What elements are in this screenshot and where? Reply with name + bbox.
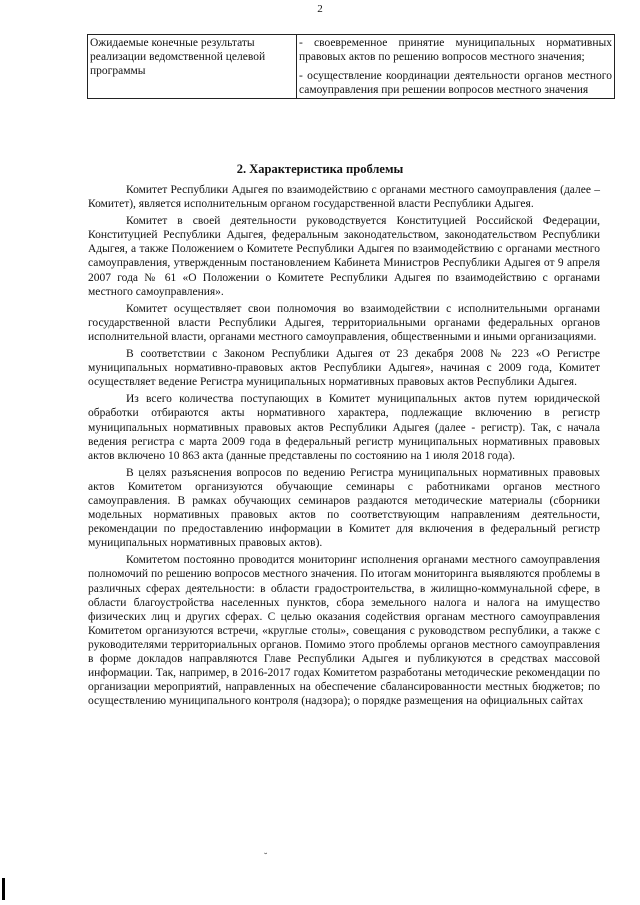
section-heading: 2. Характеристика проблемы bbox=[236, 162, 404, 176]
paragraph: В соответствии с Законом Республики Адыгея от 23 декабря 2008 № 223 «О Регистре муниципальных нормативно-правовых актов Республики Адыгея», начиная с 2009 года, Комитет осуществляет ведение Регистра муниципальных нормативных правовых актов Республики Адыгея. bbox=[88, 348, 600, 389]
program-results-table bbox=[87, 34, 615, 99]
paragraph: В целях разъяснения вопросов по ведению Регистра муниципальных нормативных правовых актов Комитетом организуются обучающие семинары с работниками органов местного самоуправления. В рамках обучающих семинаров раздаются методические материалы (сборники модельных нормативных правовых актов по соответствующим направлениям деятельности, рекомендации по предоставлению информации в Комитет для включения в федеральный регистр муниципальных нормативных правовых актов). bbox=[88, 466, 600, 550]
table-value-cell bbox=[297, 35, 615, 99]
paragraph: Комитетом постоянно проводится мониторинг исполнения органами местного самоуправления полномочий по решению вопросов местного значения. По итогам мониторинга выявляются проблемы в различных сферах деятельности: в области градостроительства, в жилищно-коммунальной сфере, в области благоустройства населенных пунктов, сбора земельного налога и налога на имущество физических лиц и других сферах. С целью оказания содействия органам местного самоуправления Комитетом организуются встречи, «круглые столы», совещания с руководством республики, а также с руководителями территориальных органов. Помимо этого проблемы органов местного самоуправления в форме докладов направляются Главе Республики Адыгея и публикуются в средствах массовой информации. Так, например, в 2016-2017 годах Комитетом разработаны методические рекомендации по организации мероприятий, направленных на обеспечение сбалансированности местных бюджетов; по осуществлению муниципального контроля (надзора); о порядке размещения на официальных сайтах bbox=[88, 554, 600, 708]
paragraph: Комитет осуществляет свои полномочия во взаимодействии с исполнительными органами государственной власти Республики Адыгея, территориальными органами федеральных органов исполнительной власти, органами местного самоуправления, общественными и иными организациями. bbox=[88, 302, 600, 343]
table-result-item: - своевременное принятие муниципальных нормативных правовых актов по решению вопросов местного значения; bbox=[299, 37, 612, 63]
table-row bbox=[88, 35, 615, 99]
paragraph: Из всего количества поступающих в Комитет муниципальных актов путем юридической обработки отбираются акты нормативного характера, подлежащие включению в регистр муниципальных нормативных правовых актов Республики Адыгея (далее - регистр). Так, с начала ведения регистра с марта 2009 года в федеральный регистр муниципальных нормативных правовых актов включено 10 863 акта (данные представлены по состоянию на 1 июля 2018 года). bbox=[88, 393, 600, 462]
table-label-cell: Ожидаемые конечные результаты реализации ведомственной целевой программы bbox=[88, 35, 297, 99]
paragraph: Комитет Республики Адыгея по взаимодействию с органами местного самоуправления (далее – Комитет), является исполнительным органом государственной власти Республики Адыгея. bbox=[88, 184, 600, 211]
page-number: 2 bbox=[317, 3, 323, 15]
section-body bbox=[88, 183, 600, 711]
scan-edge-mark bbox=[2, 878, 5, 900]
table-result-item: - осуществление координации деятельности органов местного самоуправления при решении вопросов местного значения bbox=[299, 70, 612, 96]
scan-speck: ˘ bbox=[264, 852, 268, 863]
paragraph: Комитет в своей деятельности руководствуется Конституцией Российской Федерации, Конституцией Республики Адыгея, федеральным законодательством, законодательством Республики Адыгея, а также Положением о Комитете Республики Адыгея по взаимодействию с органами местного самоуправления, утвержденным постановлением Кабинета Министров Республики Адыгея от 9 апреля 2007 года № 61 «О Положении о Комитете Республики Адыгея по взаимодействию с органами местного самоуправления». bbox=[88, 215, 600, 298]
